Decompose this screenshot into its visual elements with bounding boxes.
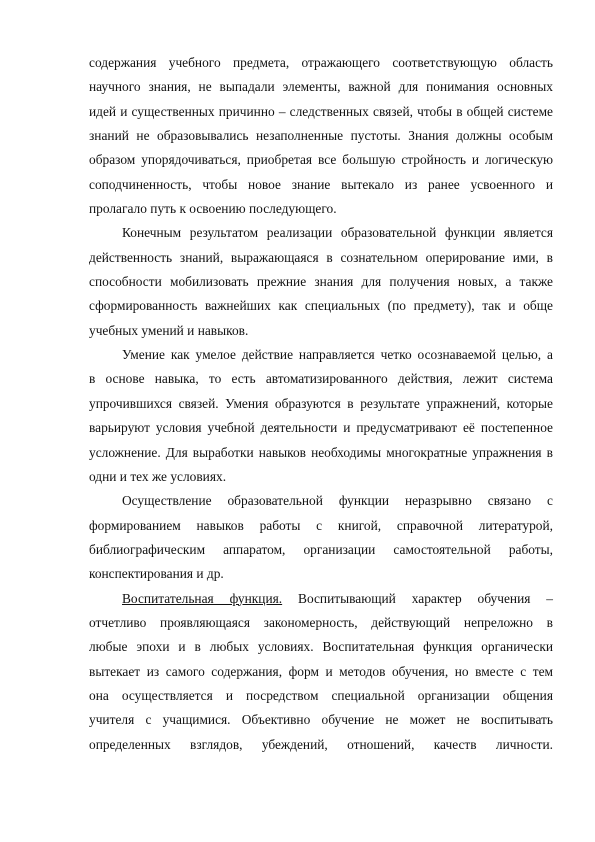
text-fragment: Воспитывающий характер обучения – (282, 590, 553, 606)
text-line: соподчиненность, чтобы новое знание вытекало из ранее усвоенного и (89, 176, 553, 192)
text-line: вытекает из самого содержания, форм и методов обучения, но вместе с тем (89, 663, 553, 679)
document-body (89, 51, 553, 757)
text-line: научного знания, не выпадали элементы, важной для понимания основных (89, 79, 553, 95)
text-line: учителя с учащимися. Объективно обучение не может не воспитывать (89, 712, 553, 728)
text-line: сформированность важнейших как специальных (по предмету), так и обще (89, 298, 553, 314)
text-line: упрочившихся связей. Умения образуются в результате упражнений, которые (89, 395, 553, 411)
text-line: определенных взглядов, убеждений, отношений, качеств личности. (89, 736, 553, 752)
text-line: формированием навыков работы с книгой, справочной литературой, (89, 517, 553, 533)
text-line: Конечным результатом реализации образовательной функции является (122, 225, 553, 241)
text-line: пролагало путь к освоению последующего. (89, 201, 337, 217)
text-line: Умение как умелое действие направляется четко осознаваемой целью, а (122, 347, 553, 363)
paragraph-5 (89, 587, 553, 757)
text-line: идей и существенных причинно – следственных связей, чтобы в общей системе (89, 103, 553, 119)
text-line: способности мобилизовать прежние знания для получения новых, а также (89, 274, 553, 290)
text-line: Осуществление образовательной функции неразрывно связано с (122, 493, 553, 509)
text-line: содержания учебного предмета, отражающего соответствующую область (89, 55, 553, 70)
paragraph-1 (89, 51, 553, 221)
text-line: библиографическим аппаратом, организации самостоятельной работы, (89, 541, 553, 557)
text-line: знаний не образовывались незаполненные пустоты. Знания должны особым (89, 128, 553, 144)
text-line: отчетливо проявляющаяся закономерность, действующий непреложно в (89, 614, 553, 630)
text-line: учебных умений и навыков. (89, 322, 249, 338)
text-line: конспектирования и др. (89, 566, 224, 582)
section-heading: Воспитательная функция. (122, 590, 283, 606)
text-line: действенность знаний, выражающаяся в сознательном оперирование ими, в (89, 249, 553, 265)
text-line: одни и тех же условиях. (89, 468, 227, 484)
text-line: образом упорядочиваться, приобретая все большую стройность и логическую (89, 152, 553, 168)
paragraph-4 (89, 489, 553, 586)
paragraph-3 (89, 343, 553, 489)
text-line (89, 587, 553, 611)
text-line: она осуществляется и посредством специальной организации общения (89, 687, 553, 703)
paragraph-2 (89, 221, 553, 343)
text-line: в основе навыка, то есть автоматизированного действия, лежит система (89, 371, 553, 387)
text-line: усложнение. Для выработки навыков необходимы многократные упражнения в (89, 444, 553, 460)
text-line: любые эпохи и в любых условиях. Воспитательная функция органически (89, 639, 553, 655)
text-line: варьируют условия учебной деятельности и предусматривают её постепенное (89, 420, 553, 436)
